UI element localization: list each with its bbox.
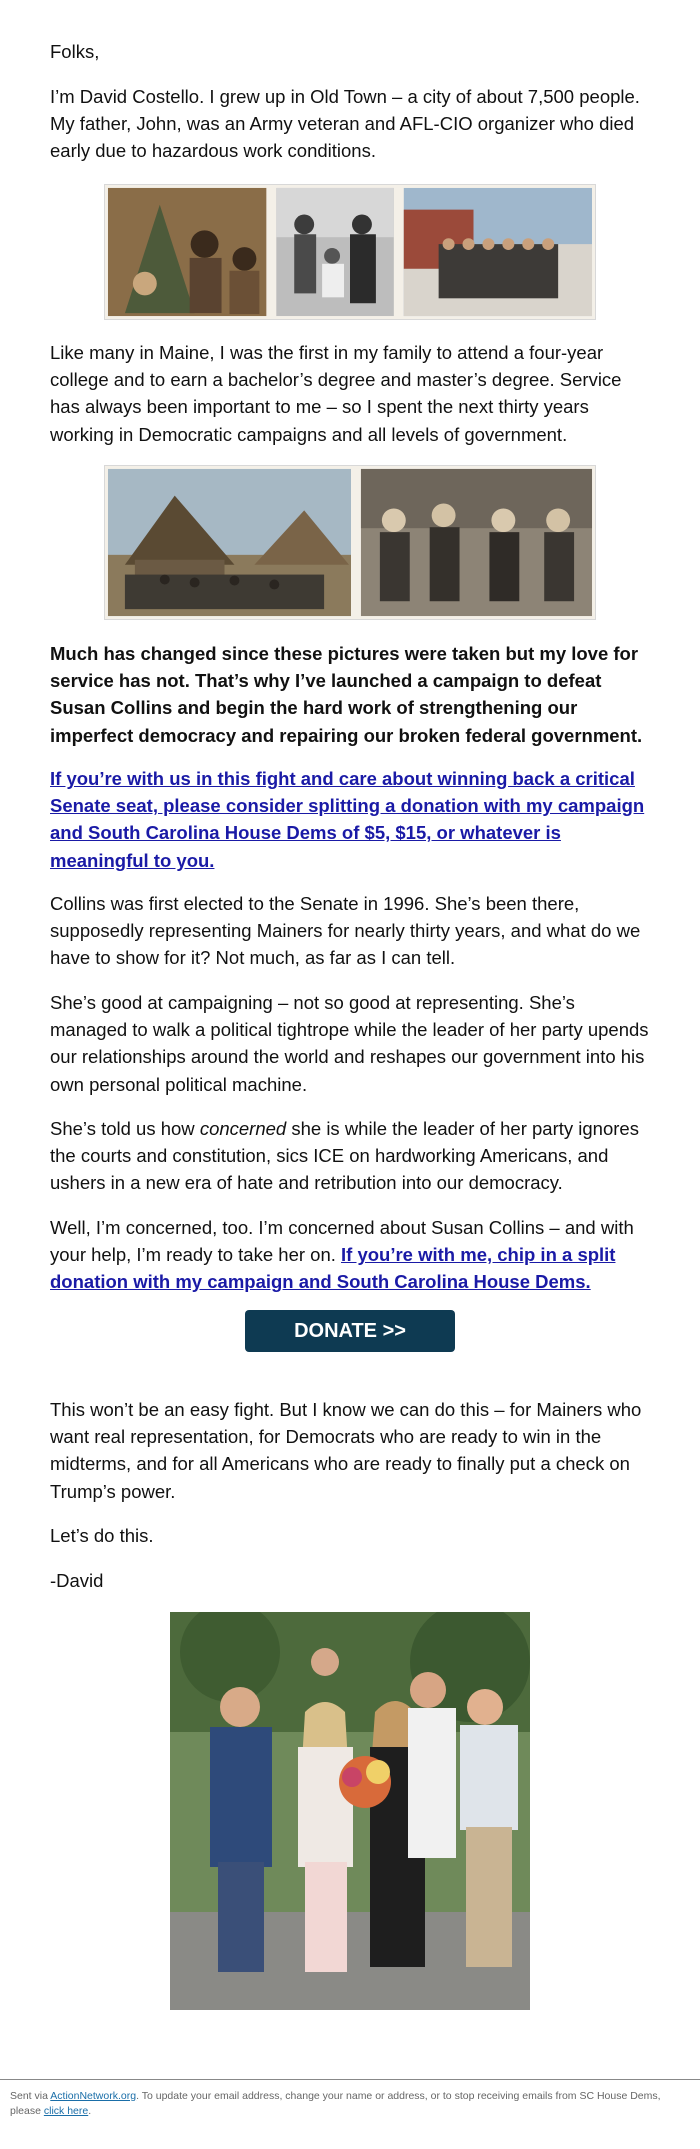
family-photo	[170, 1612, 530, 2010]
concerned-paragraph	[50, 1115, 650, 1197]
childhood-photo-strip	[104, 184, 596, 320]
footer-suffix: .	[88, 2105, 92, 2117]
footer	[10, 2089, 690, 2119]
signoff: -David	[50, 1570, 104, 1591]
take-her-on-paragraph	[50, 1214, 650, 1296]
lets-do-this: Let’s do this.	[50, 1525, 154, 1546]
concerned-emphasis: concerned	[199, 1118, 287, 1139]
footer-divider	[0, 2079, 700, 2080]
education-paragraph: Like many in Maine, I was the first in my family to attend a four-year college and to earn a bachelor’s degree and master’s degree. Service has always been important to me – so I spent the next thirty years working in Democratic campaigns and all levels of government.	[50, 342, 622, 445]
concerned-text-after: she is while the leader of her party ignores the courts and constitution, sics ICE on hardworking Americans, and ushers in a new era of hate and retribution into our democracy.	[50, 1118, 639, 1194]
split-donation-link[interactable]: If you’re with me, chip in a split donation with my campaign and South Carolina House Dems.	[50, 1244, 616, 1293]
footer-prefix: Sent via	[10, 2090, 51, 2102]
actionnetwork-link[interactable]: ActionNetwork.org	[50, 2090, 137, 2102]
intro-paragraph: I’m David Costello. I grew up in Old Town – a city of about 7,500 people. My father, John, was an Army veteran and AFL-CIO organizer who died early due to hazardous work conditions.	[50, 86, 640, 162]
footer-middle: . To update your email address, change your name or address, or to stop receiving emails from SC House Dems, please	[10, 2090, 661, 2117]
donation-appeal-link[interactable]: If you’re with us in this fight and care about winning back a critical Senate seat, please consider splitting a donation with my campaign and South Carolina House Dems of $5, $15, or whatever is meaningful to you.	[50, 768, 645, 871]
donation-appeal-paragraph	[50, 765, 650, 874]
salutation: Folks,	[50, 41, 100, 62]
unsubscribe-link[interactable]: click here	[43, 2105, 89, 2117]
concerned-text-before: She’s told us how	[50, 1118, 200, 1139]
collins-history-paragraph: Collins was first elected to the Senate in 1996. She’s been there, supposedly representing Mainers for nearly thirty years, and what do we have to show for it? Not much, as far as I can tell.	[50, 893, 641, 969]
mission-paragraph: Much has changed since these pictures were taken but my love for service has not. That’s why I’ve launched a campaign to defeat Susan Collins and begin the hard work of strengthening our imperfect democracy and repairing our broken federal government.	[50, 643, 643, 746]
closing-paragraph: This won’t be an easy fight. But I know we can do this – for Mainers who want real representation, for Democrats who are ready to win in the midterms, and for all Americans who are ready to finally put a check on Trump’s power.	[50, 1399, 642, 1502]
service-photo-strip	[104, 465, 596, 620]
take-her-on-text: Well, I’m concerned, too. I’m concerned about Susan Collins – and with your help, I’m ready to take her on.	[50, 1217, 634, 1266]
campaigning-paragraph: She’s good at campaigning – not so good at representing. She’s managed to walk a political tightrope while the leader of her party upends our relationships around the world and reshapes our government into his own personal political machine.	[50, 992, 649, 1095]
donate-button[interactable]: DONATE >>	[245, 1310, 455, 1352]
